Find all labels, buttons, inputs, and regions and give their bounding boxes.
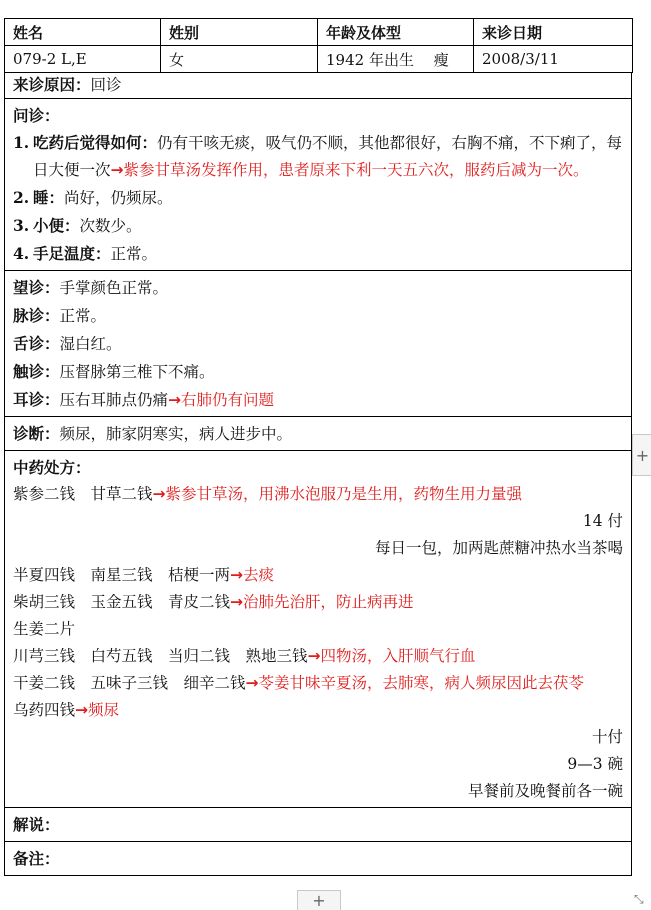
reason-value: 回诊 xyxy=(90,76,122,94)
inquiry-title: 问诊： xyxy=(13,106,60,125)
prescription-line xyxy=(13,481,623,508)
herbs-text: 紫参二钱 甘草二钱 xyxy=(13,485,153,503)
prescription-title: 中药处方： xyxy=(13,458,91,477)
arrow-icon: → xyxy=(245,674,259,692)
prescription-section[interactable] xyxy=(4,451,632,808)
diagnosis-section[interactable] xyxy=(4,417,632,451)
inquiry-item xyxy=(13,240,623,268)
prescription-line xyxy=(13,670,623,697)
arrow-icon: → xyxy=(152,485,166,503)
dose-count: 十付 xyxy=(591,728,623,746)
prescription-line xyxy=(13,562,623,589)
exam-text: 压右耳肺点仍痛 xyxy=(59,391,169,409)
dose-count: 14 付 xyxy=(582,512,623,530)
item-label: 睡： xyxy=(33,188,65,207)
header-table xyxy=(4,18,633,73)
arrow-icon: → xyxy=(307,647,321,665)
herb-note: 四物汤，入肝顺气行血 xyxy=(320,647,476,665)
item-label: 手足温度： xyxy=(33,244,111,263)
item-number: 4. xyxy=(13,244,30,263)
usage-instruction: 早餐前及晚餐前各一碗 xyxy=(467,782,623,800)
prescription-line xyxy=(13,616,623,643)
add-row-button[interactable]: + xyxy=(297,890,341,910)
reason-section[interactable] xyxy=(4,73,632,99)
item-label: 小便： xyxy=(33,216,80,235)
item-text: 仍有干咳无痰，吸气仍不顺，其他都很好，右胸不痛，不下痢了，每日大便一次 xyxy=(33,134,623,179)
prescription-line xyxy=(13,697,623,724)
herbs-text: 生姜二片 xyxy=(13,620,76,638)
inquiry-section[interactable] xyxy=(4,99,632,271)
herb-note: 紫参甘草汤，用沸水泡服乃是生用，药物生用力量强 xyxy=(165,485,523,503)
inquiry-item xyxy=(13,184,623,212)
exam-label: 望诊： xyxy=(13,278,60,297)
age-value[interactable]: 1942 年出生 瘦 xyxy=(318,46,474,73)
date-value[interactable]: 2008/3/11 xyxy=(474,46,633,73)
item-text: 尚好，仍频尿。 xyxy=(64,189,173,207)
reason-label: 来诊原因： xyxy=(13,75,91,94)
arrow-icon: → xyxy=(230,566,244,584)
prescription-line xyxy=(13,643,623,670)
exam-row xyxy=(13,358,623,386)
arrow-icon: → xyxy=(168,391,182,409)
exam-section[interactable] xyxy=(4,271,632,417)
herbs-text: 柴胡三钱 玉金五钱 青皮二钱 xyxy=(13,593,231,611)
exam-row xyxy=(13,330,623,358)
arrow-icon: → xyxy=(230,593,244,611)
herb-note: 苓姜甘味辛夏汤，去肺寒，病人频尿因此去茯苓 xyxy=(258,674,585,692)
explanation-label: 解说： xyxy=(13,815,60,834)
herb-note: 去痰 xyxy=(243,566,275,584)
item-text: 正常。 xyxy=(110,245,158,263)
explanation-section[interactable] xyxy=(4,808,632,842)
item-note: 紫参甘草汤发挥作用，患者原来下利一天五六次，服药后减为一次。 xyxy=(123,161,589,179)
herbs-text: 半夏四钱 南星三钱 桔梗一两 xyxy=(13,566,231,584)
item-number: 1. xyxy=(13,133,30,152)
arrow-icon: → xyxy=(110,161,124,179)
gender-label: 姓别 xyxy=(161,19,318,46)
prescription-line xyxy=(13,589,623,616)
exam-text: 湿白红。 xyxy=(59,335,122,353)
inquiry-item xyxy=(13,129,623,184)
exam-label: 触诊： xyxy=(13,362,60,381)
exam-label: 舌诊： xyxy=(13,334,60,353)
exam-label: 脉诊： xyxy=(13,306,60,325)
exam-text: 手掌颜色正常。 xyxy=(59,279,169,297)
bowl-count: 9—3 碗 xyxy=(567,755,623,773)
add-column-button[interactable]: + xyxy=(632,434,651,476)
case-record-sheet xyxy=(4,18,632,888)
age-label: 年龄及体型 xyxy=(318,19,474,46)
name-value[interactable]: 079-2 L,E xyxy=(5,46,161,73)
herbs-text: 乌药四钱 xyxy=(13,701,76,719)
herbs-text: 干姜二钱 五味子三钱 细辛二钱 xyxy=(13,674,246,692)
exam-row xyxy=(13,274,623,302)
gender-value[interactable]: 女 xyxy=(161,46,318,73)
remarks-label: 备注： xyxy=(13,849,60,868)
inquiry-item xyxy=(13,212,623,240)
herbs-text: 川芎三钱 白芍五钱 当归二钱 熟地三钱 xyxy=(13,647,308,665)
herb-note: 治肺先治肝，防止病再进 xyxy=(243,593,414,611)
herb-note: 频尿 xyxy=(88,701,120,719)
item-number: 3. xyxy=(13,216,30,235)
resize-handle-icon[interactable]: ⤡ xyxy=(634,892,644,906)
diagnosis-label: 诊断： xyxy=(13,424,60,443)
diagnosis-text: 频尿，肺家阴寒实，病人进步中。 xyxy=(59,425,293,443)
date-label: 来诊日期 xyxy=(474,19,633,46)
exam-label: 耳诊： xyxy=(13,390,60,409)
usage-instruction: 每日一包，加两匙蔗糖冲热水当茶喝 xyxy=(374,539,623,557)
item-label: 吃药后觉得如何： xyxy=(33,133,158,152)
item-number: 2. xyxy=(13,188,30,207)
arrow-icon: → xyxy=(75,701,89,719)
remarks-section[interactable] xyxy=(4,842,632,876)
exam-note: 右肺仍有问题 xyxy=(181,391,275,409)
exam-row xyxy=(13,302,623,330)
exam-text: 压督脉第三椎下不痛。 xyxy=(59,363,215,381)
item-text: 次数少。 xyxy=(79,217,142,235)
name-label: 姓名 xyxy=(5,19,161,46)
exam-row xyxy=(13,386,623,414)
exam-text: 正常。 xyxy=(59,307,107,325)
